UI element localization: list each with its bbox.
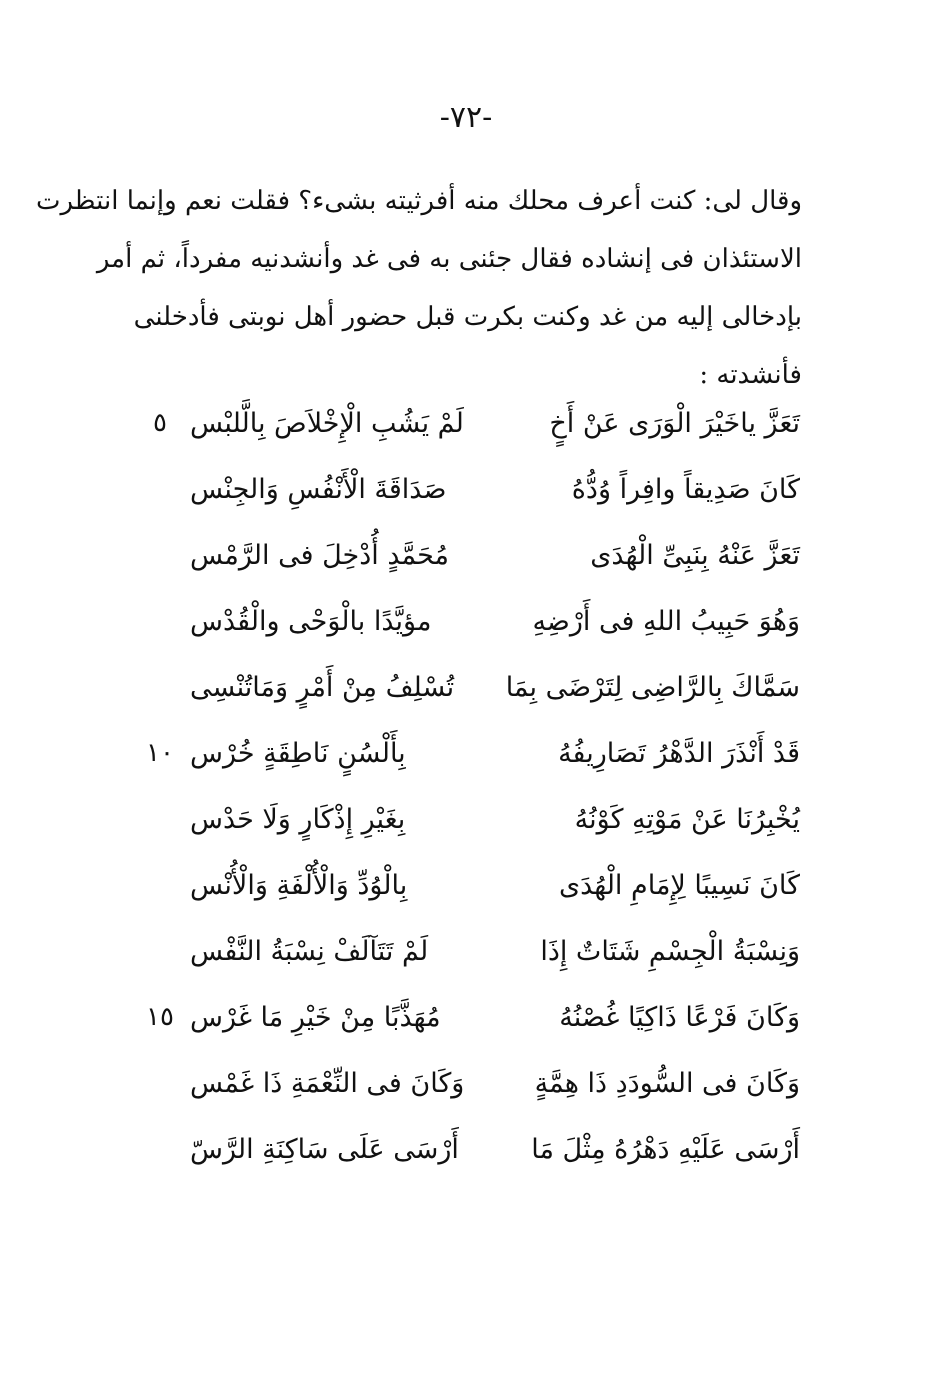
second-hemistich: بِالْوُدِّ وَالْأُلْفَةِ وَالْأُنْس bbox=[190, 870, 408, 901]
first-hemistich: تَعَزَّ عَنْهُ بِنَبِىِّ الْهُدَى bbox=[590, 540, 800, 571]
verse bbox=[150, 928, 870, 994]
verse bbox=[150, 664, 870, 730]
first-hemistich: أَرْسَى عَلَيْهِ دَهْرُهُ مِثْلَ مَا bbox=[531, 1134, 800, 1165]
second-hemistich: مؤيَّدًا بالْوَحْى والْقُدْس bbox=[190, 606, 432, 637]
first-hemistich: سَمَّاكَ بِالرَّاضِى لِتَرْضَى بِمَا bbox=[505, 672, 800, 703]
first-hemistich: وَكَانَ فَرْعًا ذَاكِيًا غُصْنُهُ bbox=[559, 1002, 800, 1033]
first-hemistich: وَكَانَ فى السُّودَدِ ذَا هِمَّةٍ bbox=[534, 1068, 800, 1099]
poem bbox=[146, 400, 870, 1192]
second-hemistich: لَمْ تَتَآلَفْ نِسْبَةُ النَّفْس bbox=[190, 936, 429, 967]
verse-number: ١٠ bbox=[146, 738, 174, 768]
verse bbox=[150, 532, 870, 598]
second-hemistich: وَكَانَ فى النِّعْمَةِ ذَا غَمْس bbox=[190, 1068, 465, 1099]
verse bbox=[150, 598, 870, 664]
first-hemistich: وَهُوَ حَبِيبُ اللهِ فى أَرْضِهِ bbox=[532, 606, 800, 637]
first-hemistich: كَانَ صَدِيقاً وافِراً وُدُّهُ bbox=[571, 474, 800, 505]
second-hemistich: بِأَلْسُنٍ نَاطِقَةٍ خُرْس bbox=[190, 738, 406, 769]
second-hemistich: بِغَيْرِ إِذْكَارٍ وَلَا حَدْس bbox=[190, 804, 406, 835]
verse-number: ٥ bbox=[153, 408, 167, 438]
second-hemistich: تُسْلِفُ مِنْ أَمْرٍ وَمَاتُنْسِى bbox=[190, 672, 455, 703]
page-number: -٧٢- bbox=[439, 100, 493, 135]
second-hemistich: أَرْسَى عَلَى سَاكِنَةِ الرَّسّ bbox=[190, 1134, 459, 1165]
prose-line: وقال لى: كنت أعرف محلك منه أفرثيته بشىء؟ فقلت نعم وإنما انتظرت bbox=[35, 186, 802, 216]
verse bbox=[146, 994, 870, 1060]
verse bbox=[146, 730, 870, 796]
first-hemistich: تَعَزَّ ياخَيْرَ الْوَرَى عَنْ أَخٍ bbox=[549, 408, 800, 439]
second-hemistich: مُهَذَّبًا مِنْ خَيْرِ مَا غَرْس bbox=[190, 1002, 441, 1033]
verse bbox=[150, 466, 870, 532]
verse bbox=[150, 400, 870, 466]
prose-line: بإدخالى إليه من غد وكنت بكرت قبل حضور أهل نوبتى فأدخلنى bbox=[133, 302, 802, 332]
verse bbox=[150, 862, 870, 928]
verse bbox=[150, 1126, 870, 1192]
first-hemistich: قَدْ أَنْذَرَ الدَّهْرُ تَصَارِيفُهُ bbox=[558, 738, 800, 769]
second-hemistich: لَمْ يَشُبِ الْإِخْلاَصَ بِالَّلبْس bbox=[190, 408, 464, 439]
second-hemistich: صَدَاقَةَ الْأَنْفُسِ وَالجِنْس bbox=[190, 474, 447, 505]
second-hemistich: مُحَمَّدٍ أُدْخِلَ فى الرَّمْس bbox=[190, 540, 450, 571]
verse-number: ١٥ bbox=[146, 1002, 174, 1032]
prose-paragraph bbox=[35, 172, 802, 404]
first-hemistich: وَنِسْبَةُ الْجِسْمِ شَتَاتٌ إِذَا bbox=[540, 936, 800, 967]
verse bbox=[150, 796, 870, 862]
verse bbox=[150, 1060, 870, 1126]
first-hemistich: كَانَ نَسِيبًا لِإِمَامِ الْهُدَى bbox=[558, 870, 800, 901]
first-hemistich: يُخْبِرُنَا عَنْ مَوْتِهِ كَوْنُهُ bbox=[574, 804, 800, 835]
prose-line: فأنشدته : bbox=[699, 360, 802, 390]
prose-line: الاستئذان فى إنشاده فقال جئنى به فى غد وأنشدنيه مفرداً، ثم أمر bbox=[96, 244, 802, 274]
